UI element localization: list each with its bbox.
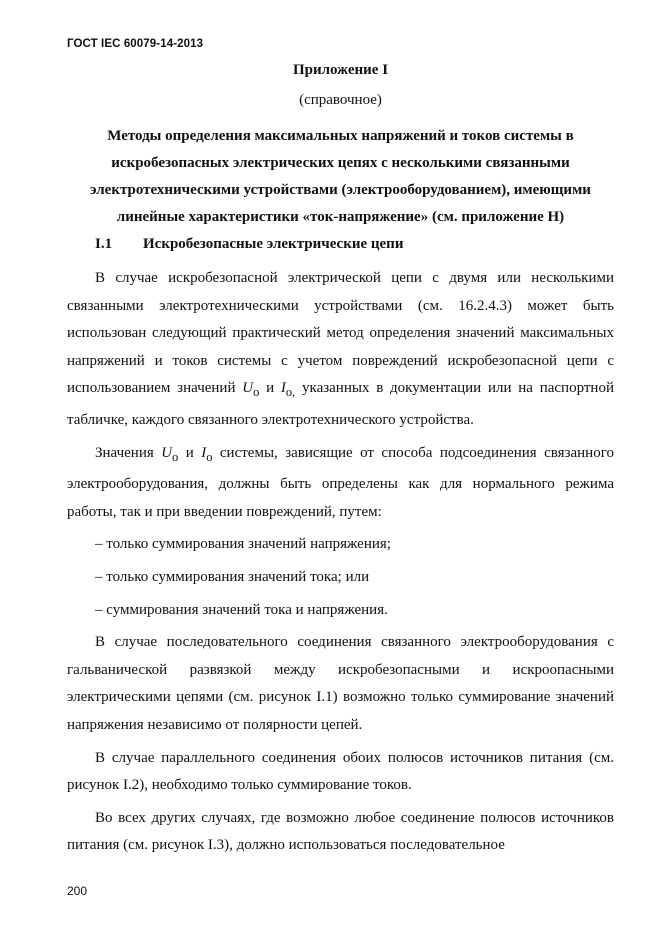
symbol-i-subscript: o, [285, 385, 296, 400]
paragraph-2 [67, 440, 614, 527]
symbol-u: U [161, 444, 173, 461]
appendix-title: Приложение I [292, 62, 389, 78]
paragraph-1 [67, 265, 614, 435]
section-heading [95, 236, 403, 253]
paragraph-1-text-b: указанных в документации или на паспортной табличке, каждого связанного электротехнического устройства. [67, 380, 614, 428]
paragraph-5: Во всех других случаях, где возможно любое соединение полюсов источников питания (см. рисунок I.3), должно использоваться последовательное [67, 809, 614, 854]
symbol-u-subscript: o [172, 449, 179, 464]
appendix-subtitle: (справочное) [299, 92, 382, 108]
section-number: I.1 [95, 236, 113, 252]
symbol-i: I [201, 444, 207, 461]
paragraph-2-text-b: системы, зависящие от способа подсоединения связанного электрооборудования, должны быть определены как для нормального режима работы, так и при введении повреждений, путем: [67, 444, 614, 520]
list-item: – только суммирования значений напряжения; [95, 536, 391, 553]
document-code: ГОСТ IEC 60079-14-2013 [67, 38, 204, 50]
appendix-heading: Методы определения максимальных напряжений и токов системы в искробезопасных электрических цепях с несколькими связанными электротехническими устройствами (электрооборудованием), имеющими линейные характеристики «ток-напряжение» (см. приложение H) [90, 128, 591, 225]
paragraph-2-and: и [178, 444, 202, 461]
section-title: Искробезопасные электрические цепи [143, 236, 404, 252]
paragraph-1-and: и [259, 380, 281, 397]
page-number: 200 [67, 884, 88, 898]
list-item: – только суммирования значений тока; или [95, 568, 370, 585]
body-text [67, 265, 614, 865]
symbol-i: I [280, 380, 286, 397]
symbol-i-subscript: o [206, 449, 213, 464]
paragraph-2-text-a: Значения [95, 444, 162, 461]
paragraph-1-text-a: В случае искробезопасной электрической цепи с двумя или несколькими связанными электротехническими устройствами (см. 16.2.4.3) может быть использован следующий практический метод определения значений максимальных напряжений и токов системы с учетом повреждений искробезопасной цепи с использованием значений [67, 270, 614, 397]
paragraph-4: В случае параллельного соединения обоих полюсов источников питания (см. рисунок I.2), необходимо только суммирование токов. [67, 749, 614, 794]
symbol-u: U [242, 380, 254, 397]
paragraph-3: В случае последовательного соединения связанного электрооборудования с гальванической развязкой между искробезопасными и искроопасными электрическими цепями (см. рисунок I.1) возможно только суммирование значений напряжения независимо от полярности цепей. [67, 634, 614, 733]
symbol-u-subscript: o [253, 385, 260, 400]
list-item: – суммирования значений тока и напряжения. [95, 601, 388, 618]
